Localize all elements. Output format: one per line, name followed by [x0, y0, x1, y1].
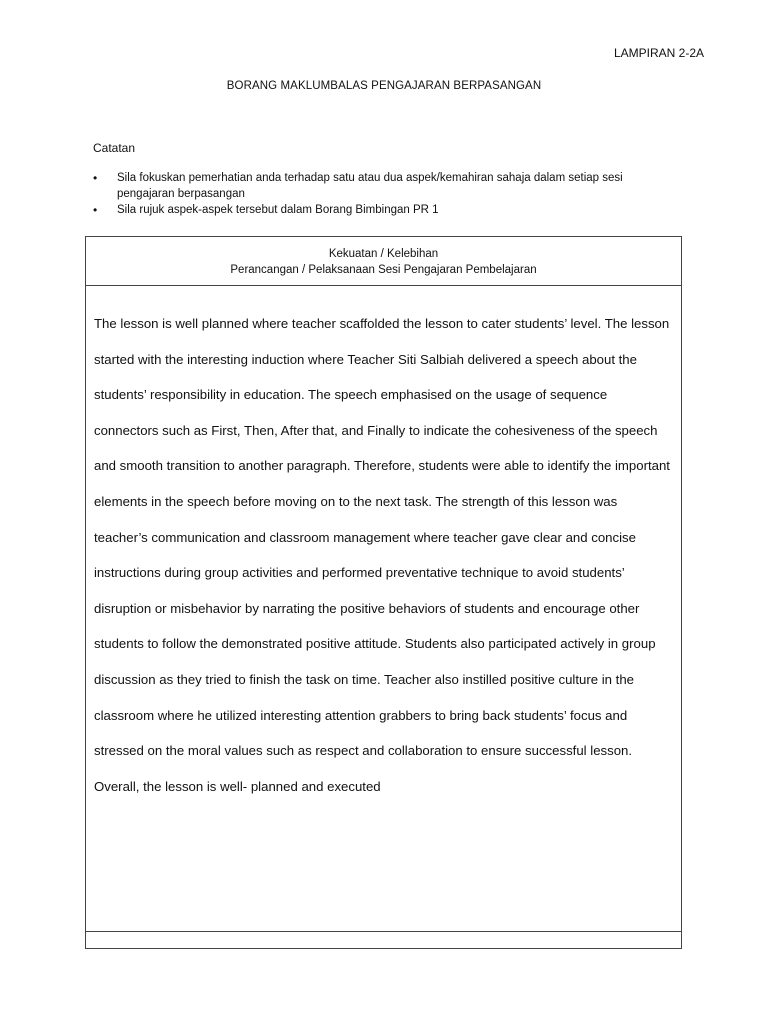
bullet-icon: •	[93, 203, 98, 217]
appendix-label: LAMPIRAN 2-2A	[614, 46, 705, 60]
notes-item-text: Sila fokuskan pemerhatian anda terhadap satu atau dua aspek/kemahiran sahaja dalam setiap sesi pengajaran berpasangan	[117, 172, 623, 200]
document-title: BORANG MAKLUMBALAS PENGAJARAN BERPASANGAN	[226, 80, 542, 92]
feedback-table-header	[86, 237, 681, 286]
header-strengths-label: Kekuatan / Kelebihan	[328, 248, 439, 260]
bullet-icon: •	[93, 171, 98, 185]
header-session-label: Perancangan / Pelaksanaan Sesi Pengajaran Pembelajaran	[230, 264, 537, 276]
notes-item-2	[93, 202, 673, 218]
feedback-text: The lesson is well planned where teacher scaffolded the lesson to cater students’ level. The lesson started with the interesting induction where Teacher Siti Salbiah delivered a speech about the students’ responsibility in education. The speech emphasised on the usage of sequence connectors such as First, Then, After that, and Finally to indicate the cohesiveness of the speech and smooth transition to another paragraph. Therefore, students were able to identify the important elements in the speech before moving on to the next task. The strength of this lesson was teacher’s communication and classroom management where teacher gave clear and concise instructions during group activities and performed preventative technique to avoid students’ disruption or misbehavior by narrating the positive behaviors of students and encourage other students to follow the demonstrated positive attitude. Students also participated actively in group discussion as they tried to finish the task on time. Teacher also instilled positive culture in the classroom where he utilized interesting attention grabbers to bring back students’ focus and stressed on the moral values such as respect and collaboration to ensure successful lesson. Overall, the lesson is well- planned and executed	[94, 316, 670, 794]
notes-heading: Catatan	[93, 141, 136, 155]
notes-item-1	[93, 170, 673, 202]
notes-list	[93, 170, 673, 218]
table-bottom-row-divider	[86, 931, 681, 932]
notes-item-text: Sila rujuk aspek-aspek tersebut dalam Borang Bimbingan PR 1	[117, 204, 439, 216]
feedback-table	[85, 236, 682, 949]
